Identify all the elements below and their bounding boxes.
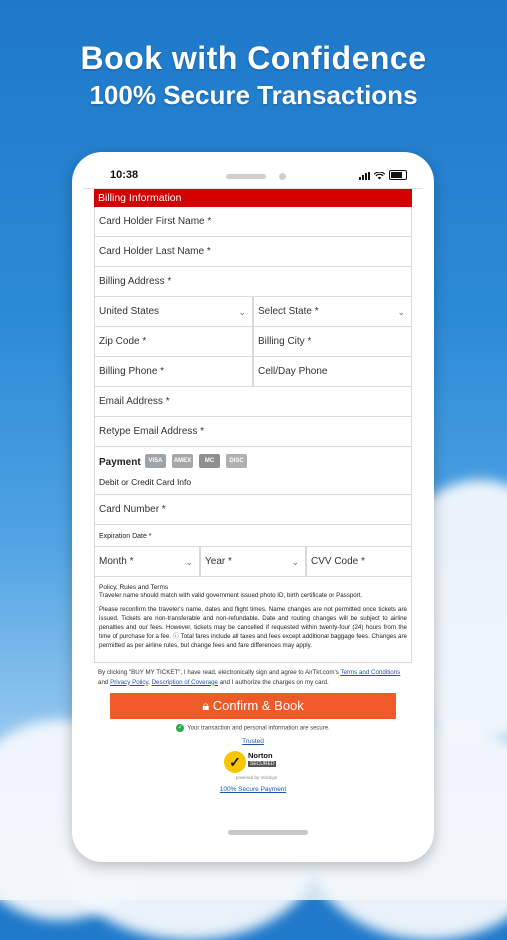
expiration-row	[94, 547, 412, 577]
policy-line-1: Traveler name should match with valid government issued photo ID, birth certificate or Passport.	[99, 592, 363, 600]
chevron-down-icon: ⌄	[185, 557, 193, 567]
month-placeholder: Month *	[99, 556, 134, 567]
battery-icon	[389, 170, 407, 180]
chevron-down-icon: ⌄	[397, 307, 405, 317]
speaker-notch	[226, 174, 266, 179]
cvv-field[interactable]: CVV Code *	[306, 547, 412, 577]
secure-payment-link[interactable]: 100% Secure Payment	[219, 785, 287, 793]
lock-icon: 🔒︎	[202, 697, 210, 713]
last-name-field[interactable]: Card Holder Last Name *	[94, 237, 412, 267]
norton-secured: SECURED	[250, 760, 275, 767]
retype-email-field[interactable]: Retype Email Address *	[94, 417, 412, 447]
card-brand-icons	[145, 454, 247, 468]
agreement-and: and	[98, 678, 109, 686]
month-select[interactable]	[94, 547, 200, 577]
zip-code-field[interactable]: Zip Code *	[94, 327, 253, 357]
camera-dot	[279, 173, 286, 180]
norton-name: Norton	[248, 750, 273, 760]
norton-check-icon: ✓	[224, 751, 246, 773]
mastercard-icon: MC	[199, 454, 220, 468]
agreement-prefix: By clicking "BUY MY TICKET", I have read, electronically sign and agree to AirTkt.com's	[98, 669, 339, 677]
country-value: United States	[99, 306, 160, 317]
norton-powered: powered by VeriSign	[236, 774, 278, 780]
booking-form	[83, 189, 423, 852]
first-name-field[interactable]: Card Holder First Name *	[94, 207, 412, 237]
secure-note	[94, 724, 412, 732]
privacy-policy-link[interactable]: Privacy Policy	[110, 678, 149, 686]
billing-address-field[interactable]: Billing Address *	[94, 267, 412, 297]
policy-title: Policy, Rules and Terms	[99, 584, 169, 591]
phone-row	[94, 357, 412, 387]
payment-label: Payment	[99, 457, 141, 468]
policy-line-2: Please reconfirm the traveler's name, dates and flight times. Name changes are not permitted once tickets are issued. Tickets are non-transferable and non-refundable. Date and routing changes will be subject to airline penalties and our fees. However, tickets may be cancelled if requested within twenty-four (24) hours from the time of purchase for a fee. ⓘ Total fares include all taxes and fees except additional baggage fees. Changes are permitted as per airline rules, but change fees and fare differences may apply.	[99, 606, 407, 650]
expiration-label: Expiration Date *	[94, 525, 412, 547]
policy-box	[94, 577, 412, 663]
payment-sub-label: Debit or Credit Card Info	[99, 477, 192, 487]
discover-icon: DISC	[226, 454, 247, 468]
status-bar	[83, 162, 423, 189]
chevron-down-icon: ⌄	[291, 557, 299, 567]
terms-link[interactable]: Terms and Conditions	[340, 669, 401, 677]
trusted-row	[94, 738, 412, 745]
cell-phone-field[interactable]: Cell/Day Phone	[253, 357, 412, 387]
wifi-icon	[374, 172, 385, 180]
country-state-row	[94, 297, 412, 327]
state-select[interactable]	[253, 297, 412, 327]
secure-payment-row	[94, 786, 412, 793]
trusted-link[interactable]: Trusted	[242, 737, 264, 745]
billing-phone-field[interactable]: Billing Phone *	[94, 357, 253, 387]
email-field[interactable]: Email Address *	[94, 387, 412, 417]
year-select[interactable]	[200, 547, 306, 577]
coverage-link[interactable]: Description of Coverage	[151, 678, 218, 686]
status-time: 10:38	[110, 169, 139, 181]
visa-icon: VISA	[145, 454, 166, 468]
year-placeholder: Year *	[205, 556, 232, 567]
state-placeholder: Select State *	[258, 306, 319, 317]
billing-section-header: Billing Information	[94, 189, 412, 207]
phone-screen	[83, 162, 423, 852]
status-icons	[359, 170, 407, 180]
headline-title: Book with Confidence	[80, 40, 427, 76]
signal-icon	[359, 172, 370, 180]
agreement-text: By clicking "BUY MY TICKET", I have read, electronically sign and agree to AirTkt.com's Terms and Conditions and Privacy Policy, Description of Coverage and I authorize the charges on my card.	[98, 669, 401, 686]
card-number-field[interactable]: Card Number *	[94, 495, 412, 525]
billing-city-field[interactable]: Billing City *	[253, 327, 412, 357]
confirm-book-button[interactable]	[110, 693, 396, 719]
zip-city-row	[94, 327, 412, 357]
confirm-book-label: Confirm & Book	[212, 697, 304, 713]
country-select[interactable]	[94, 297, 253, 327]
agreement-suffix: and I authorize the charges on my card.	[219, 678, 329, 686]
amex-icon: AMEX	[172, 454, 193, 468]
payment-method	[94, 447, 412, 495]
secure-note-text: Your transaction and personal information are secure.	[187, 725, 330, 732]
home-indicator	[228, 830, 308, 835]
headline-subtitle: 100% Secure Transactions	[89, 80, 418, 110]
checkmark-icon: ✓	[177, 724, 183, 731]
phone-frame	[72, 152, 434, 862]
chevron-down-icon: ⌄	[238, 307, 246, 317]
norton-seal[interactable]	[222, 748, 284, 784]
